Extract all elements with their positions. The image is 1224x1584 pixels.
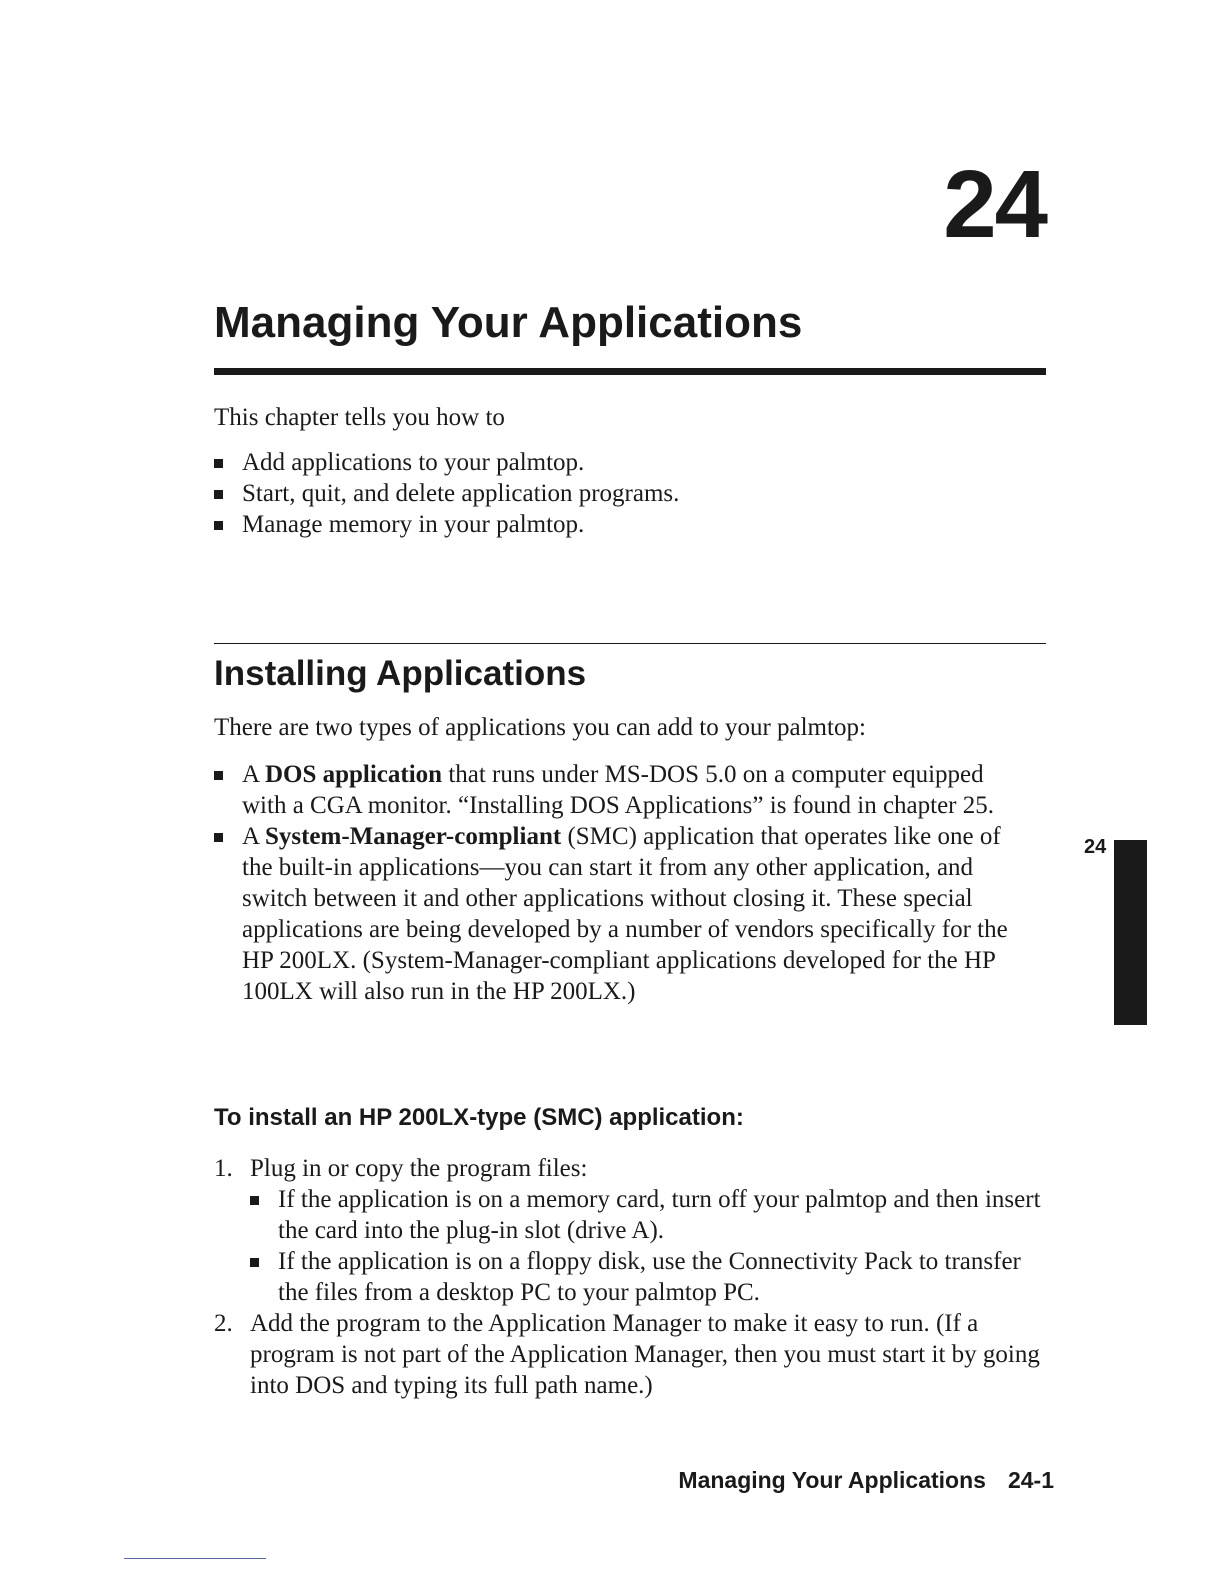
application-types-list xyxy=(214,759,1014,1007)
type-term: DOS application xyxy=(264,761,443,788)
list-item xyxy=(250,1184,1054,1246)
procedure-steps xyxy=(214,1153,1054,1401)
chapter-tab-label: 24 xyxy=(1084,836,1107,858)
step-number: 1. xyxy=(214,1155,233,1182)
page-number: 24-1 xyxy=(1007,1467,1054,1493)
page-footer xyxy=(678,1467,1054,1494)
list-item-text: Add applications to your palmtop. xyxy=(242,449,585,476)
bullet-icon xyxy=(214,521,223,530)
bullet-icon xyxy=(214,490,223,499)
chapter-tab-marker xyxy=(1114,840,1147,1025)
list-item xyxy=(214,821,1014,1007)
list-item xyxy=(214,478,1044,509)
section-rule xyxy=(214,643,1046,644)
bullet-icon xyxy=(250,1258,259,1267)
step-number: 2. xyxy=(214,1310,233,1337)
steps-list xyxy=(214,1153,1054,1401)
bullet-icon xyxy=(214,833,223,842)
section-body xyxy=(214,712,1014,1007)
intro-list xyxy=(214,447,1044,540)
bullet-icon xyxy=(250,1196,259,1205)
procedure-heading: To install an HP 200LX-type (SMC) application: xyxy=(214,1104,744,1131)
list-item-text: If the application is on a memory card, turn off your palmtop and then insert the card into the plug-in slot (drive A). xyxy=(278,1186,1041,1244)
bullet-icon xyxy=(214,771,223,780)
list-item xyxy=(214,759,1014,821)
step-text: Plug in or copy the program files: xyxy=(250,1155,588,1182)
type-text: (SMC) application that operates like one of the built-in applications—you can start it from any other application, and switch between it and other applications without closing it. These special applications are being developed by a number of vendors specifically for the HP 200LX. (System-Manager-compliant applications developed for the HP 100LX will also run in the HP 200LX.) xyxy=(242,823,1008,1005)
section-title: Installing Applications xyxy=(214,654,587,693)
bottom-rule xyxy=(124,1558,266,1559)
step-subitems xyxy=(250,1184,1054,1308)
list-item-text: If the application is on a floppy disk, use the Connectivity Pack to transfer the files from a desktop PC to your palmtop PC. xyxy=(278,1248,1021,1306)
step-text: Add the program to the Application Manager to make it easy to run. (If a program is not part of the Application Manager, then you must start it by going into DOS and typing its full path name.) xyxy=(250,1310,1040,1399)
intro xyxy=(214,402,1044,540)
step-item xyxy=(214,1308,1054,1401)
list-item xyxy=(250,1246,1054,1308)
title-rule xyxy=(214,368,1046,375)
type-prefix: A xyxy=(242,823,265,850)
list-item xyxy=(214,509,1044,540)
type-text: that runs under MS-DOS 5.0 on a computer equipped with a CGA monitor. “Installing DOS Applications” is found in chapter 25. xyxy=(242,761,995,819)
chapter-number: 24 xyxy=(943,151,1046,258)
step-item xyxy=(214,1153,1054,1308)
type-prefix: A xyxy=(242,761,265,788)
chapter-title: Managing Your Applications xyxy=(214,298,803,347)
list-item-text: Start, quit, and delete application programs. xyxy=(242,480,680,507)
section-lead: There are two types of applications you can add to your palmtop: xyxy=(214,714,866,741)
type-term: System-Manager-compliant xyxy=(264,823,562,850)
intro-lead: This chapter tells you how to xyxy=(214,404,505,431)
bullet-icon xyxy=(214,459,223,468)
list-item xyxy=(214,447,1044,478)
footer-title: Managing Your Applications xyxy=(678,1467,986,1493)
list-item-text: Manage memory in your palmtop. xyxy=(242,511,585,538)
